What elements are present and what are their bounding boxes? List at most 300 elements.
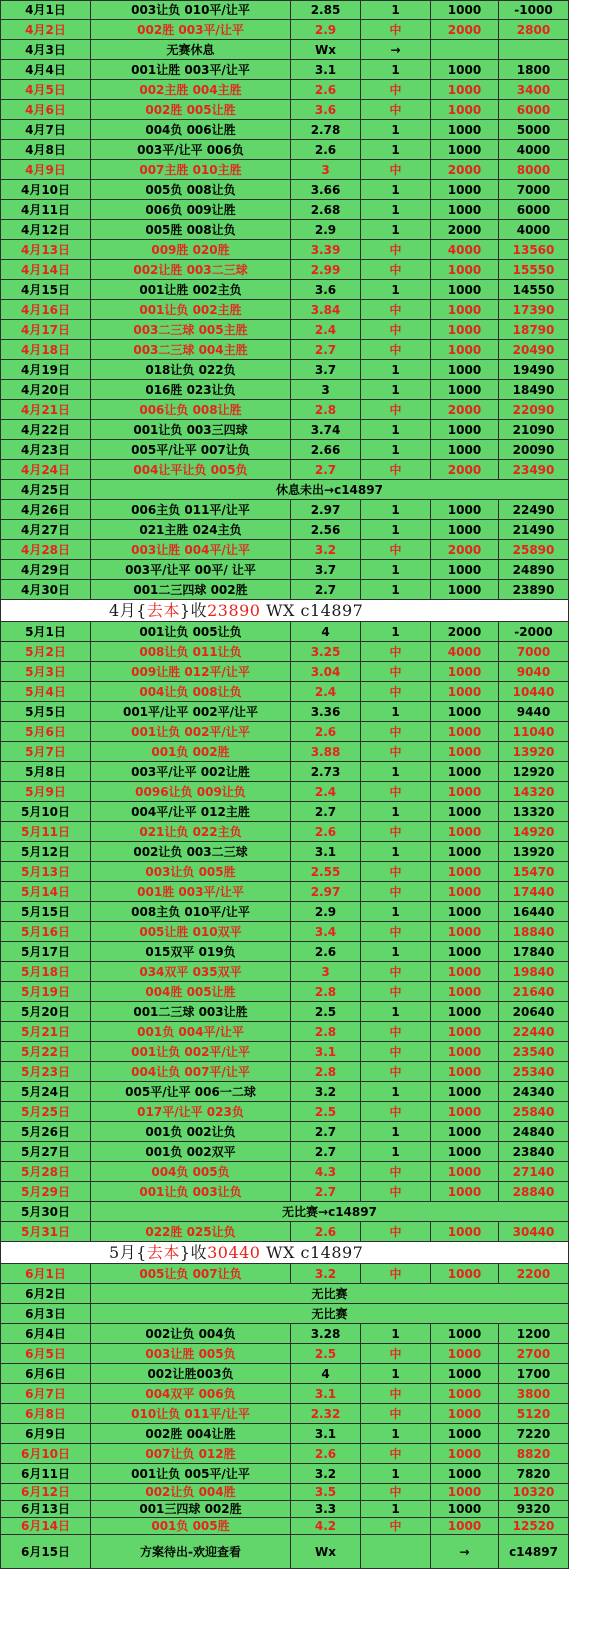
date-cell: 5月3日 [1, 662, 91, 682]
table-row [1, 642, 569, 662]
table-row [1, 480, 569, 500]
summary-income: }收 [179, 600, 208, 620]
pick-cell: 022胜 025让负 [91, 1222, 291, 1242]
table-row [1, 160, 569, 180]
result-cell: 中 [361, 1042, 431, 1062]
balance-cell: 20640 [499, 1002, 569, 1022]
table-row [1, 1082, 569, 1102]
pick-cell: 001负 002双平 [91, 1142, 291, 1162]
pick-cell: 003让负 010平/让平 [91, 1, 291, 20]
balance-cell: 24890 [499, 560, 569, 580]
pick-cell: 002胜 005让胜 [91, 100, 291, 120]
balance-cell: 23890 [499, 580, 569, 600]
date-cell: 4月4日 [1, 60, 91, 80]
table-row [1, 60, 569, 80]
date-cell: 6月15日 [1, 1535, 91, 1569]
table-row [1, 580, 569, 600]
balance-cell: 2200 [499, 1264, 569, 1284]
table-row [1, 1464, 569, 1484]
balance-cell: 1800 [499, 60, 569, 80]
balance-cell: 28840 [499, 1182, 569, 1202]
table-row [1, 1484, 569, 1501]
date-cell: 5月26日 [1, 1122, 91, 1142]
result-cell: 1 [361, 520, 431, 540]
pick-cell: 002主胜 004主胜 [91, 80, 291, 100]
date-cell: 4月26日 [1, 500, 91, 520]
stake-cell [431, 40, 499, 60]
balance-cell: 21490 [499, 520, 569, 540]
odds-cell: 2.56 [291, 520, 361, 540]
table-row [1, 1284, 569, 1304]
date-cell: 4月20日 [1, 380, 91, 400]
date-cell: 5月19日 [1, 982, 91, 1002]
result-cell: 中 [361, 962, 431, 982]
result-cell: 1 [361, 1142, 431, 1162]
stake-cell: 1000 [431, 1518, 499, 1535]
balance-cell: 7820 [499, 1464, 569, 1484]
table-row [1, 1535, 569, 1569]
table-row [1, 822, 569, 842]
table-row [1, 20, 569, 40]
date-cell: 6月5日 [1, 1344, 91, 1364]
odds-cell: 2.5 [291, 1002, 361, 1022]
result-cell: 1 [361, 802, 431, 822]
balance-cell: 25890 [499, 540, 569, 560]
date-cell: 4月5日 [1, 80, 91, 100]
table-row [1, 440, 569, 460]
table-row [1, 320, 569, 340]
summary-label: 去本 [146, 1242, 180, 1262]
result-cell: 中 [361, 340, 431, 360]
stake-cell: 1000 [431, 862, 499, 882]
date-cell: 4月8日 [1, 140, 91, 160]
stake-cell: 1000 [431, 1424, 499, 1444]
table-row [1, 40, 569, 60]
stake-cell: 1000 [431, 1002, 499, 1022]
balance-cell: 5120 [499, 1404, 569, 1424]
date-cell: 5月22日 [1, 1042, 91, 1062]
odds-cell: Wx [291, 1535, 361, 1569]
table-row [1, 1142, 569, 1162]
pick-cell: 001二三球 003让胜 [91, 1002, 291, 1022]
pick-cell: 001负 005胜 [91, 1518, 291, 1535]
odds-cell: Wx [291, 40, 361, 60]
stake-cell: 1000 [431, 1042, 499, 1062]
date-cell: 5月5日 [1, 702, 91, 722]
balance-cell: 21090 [499, 420, 569, 440]
table-row [1, 762, 569, 782]
stake-cell: 1000 [431, 1344, 499, 1364]
balance-cell: 13560 [499, 240, 569, 260]
balance-cell: 10320 [499, 1484, 569, 1501]
balance-cell: 2700 [499, 1344, 569, 1364]
odds-cell: 3.04 [291, 662, 361, 682]
table-row [1, 942, 569, 962]
summary-amount: 30440 [207, 1242, 261, 1262]
result-cell: 中 [361, 80, 431, 100]
date-cell: 4月24日 [1, 460, 91, 480]
pick-cell: 004负 005负 [91, 1162, 291, 1182]
date-cell: 6月7日 [1, 1384, 91, 1404]
balance-cell: 17840 [499, 942, 569, 962]
stake-cell: 1000 [431, 500, 499, 520]
pick-cell: 003二三球 004主胜 [91, 340, 291, 360]
result-cell: 中 [361, 100, 431, 120]
stake-cell: 1000 [431, 280, 499, 300]
balance-cell: 17440 [499, 882, 569, 902]
odds-cell: 2.9 [291, 20, 361, 40]
result-cell: 中 [361, 822, 431, 842]
table-row [1, 400, 569, 420]
date-cell: 6月11日 [1, 1464, 91, 1484]
pick-cell: 003让胜 004平/让平 [91, 540, 291, 560]
result-cell: 中 [361, 682, 431, 702]
table-row [1, 420, 569, 440]
result-cell: 1 [361, 200, 431, 220]
balance-cell: 13920 [499, 742, 569, 762]
date-cell: 5月18日 [1, 962, 91, 982]
stake-cell: 1000 [431, 440, 499, 460]
table-row [1, 1022, 569, 1042]
date-cell: 4月17日 [1, 320, 91, 340]
pick-cell: 002让负 003二三球 [91, 842, 291, 862]
balance-cell: 20090 [499, 440, 569, 460]
result-cell: 1 [361, 140, 431, 160]
result-cell: 中 [361, 1162, 431, 1182]
table-row [1, 540, 569, 560]
pick-cell: 003平/让平 002让胜 [91, 762, 291, 782]
stake-cell: 1000 [431, 1364, 499, 1384]
date-cell: 5月11日 [1, 822, 91, 842]
date-cell: 6月6日 [1, 1364, 91, 1384]
stake-cell: 1000 [431, 722, 499, 742]
date-cell: 5月4日 [1, 682, 91, 702]
odds-cell: 4 [291, 1364, 361, 1384]
balance-cell: 17390 [499, 300, 569, 320]
odds-cell: 3.1 [291, 1424, 361, 1444]
odds-cell: 3 [291, 160, 361, 180]
odds-cell: 3.2 [291, 1264, 361, 1284]
result-cell: 1 [361, 1364, 431, 1384]
pick-cell: 002胜 004让胜 [91, 1424, 291, 1444]
result-cell: 中 [361, 260, 431, 280]
pick-cell: 003平/让平 006负 [91, 140, 291, 160]
balance-cell: 15470 [499, 862, 569, 882]
pick-cell: 005平/让平 007让负 [91, 440, 291, 460]
table-row [1, 1364, 569, 1384]
table-row [1, 1, 569, 20]
result-cell: 1 [361, 220, 431, 240]
stake-cell: 1000 [431, 300, 499, 320]
balance-cell: 9320 [499, 1501, 569, 1518]
note-cell: 无比赛 [91, 1284, 569, 1304]
pick-cell: 008让负 011让负 [91, 642, 291, 662]
balance-cell: 18490 [499, 380, 569, 400]
table-row [1, 380, 569, 400]
result-cell: 1 [361, 1424, 431, 1444]
table-row [1, 1222, 569, 1242]
pick-cell: 009让胜 012平/让平 [91, 662, 291, 682]
stake-cell: 1000 [431, 1162, 499, 1182]
stake-cell: 1000 [431, 1142, 499, 1162]
table-row [1, 260, 569, 280]
balance-cell: -1000 [499, 1, 569, 20]
balance-cell: 7220 [499, 1424, 569, 1444]
date-cell: 6月8日 [1, 1404, 91, 1424]
result-cell: 1 [361, 1082, 431, 1102]
date-cell: 6月13日 [1, 1501, 91, 1518]
odds-cell: 2.7 [291, 1182, 361, 1202]
stake-cell: 1000 [431, 360, 499, 380]
date-cell: 4月13日 [1, 240, 91, 260]
pick-cell: 001让负 005平/让平 [91, 1464, 291, 1484]
table-row [1, 180, 569, 200]
table-row [1, 1304, 569, 1324]
result-cell [361, 1535, 431, 1569]
table-row [1, 360, 569, 380]
pick-cell: 010让负 011平/让平 [91, 1404, 291, 1424]
result-cell: 1 [361, 1324, 431, 1344]
pick-cell: 002胜 003平/让平 [91, 20, 291, 40]
table-row [1, 1444, 569, 1464]
pick-cell: 006让负 008让胜 [91, 400, 291, 420]
odds-cell: 2.68 [291, 200, 361, 220]
table-row [1, 1122, 569, 1142]
note-cell: 无比赛 [91, 1304, 569, 1324]
result-cell: 1 [361, 842, 431, 862]
balance-cell: 6000 [499, 200, 569, 220]
odds-cell: 2.8 [291, 1022, 361, 1042]
date-cell: 4月7日 [1, 120, 91, 140]
pick-cell: 021让负 022主负 [91, 822, 291, 842]
table-row [1, 842, 569, 862]
odds-cell: 2.73 [291, 762, 361, 782]
stake-cell: 2000 [431, 220, 499, 240]
stake-cell: 1000 [431, 762, 499, 782]
pick-cell: 005负 008让负 [91, 180, 291, 200]
pick-cell: 003平/让平 00平/ 让平 [91, 560, 291, 580]
odds-cell: 2.85 [291, 1, 361, 20]
pick-cell: 004让负 008让负 [91, 682, 291, 702]
pick-cell: 003让胜 005负 [91, 1344, 291, 1364]
table-row [1, 220, 569, 240]
summary-amount: 23890 [207, 600, 261, 620]
result-cell: 中 [361, 1182, 431, 1202]
result-cell: 1 [361, 762, 431, 782]
pick-cell: 005让负 007让负 [91, 1264, 291, 1284]
balance-cell: 7000 [499, 642, 569, 662]
balance-cell: 3800 [499, 1384, 569, 1404]
date-cell: 5月17日 [1, 942, 91, 962]
date-cell: 5月21日 [1, 1022, 91, 1042]
pick-cell: 005让胜 010双平 [91, 922, 291, 942]
stake-cell: 1000 [431, 320, 499, 340]
balance-cell: 8000 [499, 160, 569, 180]
stake-cell: 1000 [431, 942, 499, 962]
date-cell: 6月4日 [1, 1324, 91, 1344]
date-cell: 5月29日 [1, 1182, 91, 1202]
result-cell: 中 [361, 320, 431, 340]
table-row [1, 982, 569, 1002]
pick-cell: 004负 006让胜 [91, 120, 291, 140]
odds-cell: 3.1 [291, 60, 361, 80]
table-row [1, 682, 569, 702]
result-cell: 中 [361, 782, 431, 802]
month-summary-row [1, 1242, 569, 1264]
balance-cell: 6000 [499, 100, 569, 120]
result-cell: 中 [361, 1384, 431, 1404]
result-cell: 中 [361, 1222, 431, 1242]
result-cell: 中 [361, 240, 431, 260]
table-row [1, 1102, 569, 1122]
balance-cell: 23840 [499, 1142, 569, 1162]
date-cell: 4月25日 [1, 480, 91, 500]
balance-cell: 16440 [499, 902, 569, 922]
stake-cell: 2000 [431, 622, 499, 642]
stake-cell: 1000 [431, 1464, 499, 1484]
balance-cell: 10440 [499, 682, 569, 702]
table-row [1, 1042, 569, 1062]
balance-cell: 12920 [499, 762, 569, 782]
table-row [1, 340, 569, 360]
result-cell: 1 [361, 902, 431, 922]
balance-cell: 13320 [499, 802, 569, 822]
stake-cell: 1000 [431, 60, 499, 80]
table-row [1, 120, 569, 140]
date-cell: 4月12日 [1, 220, 91, 240]
date-cell: 4月28日 [1, 540, 91, 560]
pick-cell: 001负 004平/让平 [91, 1022, 291, 1042]
result-cell: 中 [361, 540, 431, 560]
odds-cell: 2.4 [291, 320, 361, 340]
balance-cell: 24840 [499, 1122, 569, 1142]
date-cell: 4月6日 [1, 100, 91, 120]
stake-cell: 1000 [431, 702, 499, 722]
date-cell: 6月12日 [1, 1484, 91, 1501]
table-row [1, 1002, 569, 1022]
stake-cell: 1000 [431, 1264, 499, 1284]
balance-cell: 23540 [499, 1042, 569, 1062]
odds-cell: 3 [291, 380, 361, 400]
balance-cell: 19840 [499, 962, 569, 982]
result-cell: 1 [361, 380, 431, 400]
stake-cell: 1000 [431, 580, 499, 600]
table-row [1, 882, 569, 902]
date-cell: 5月23日 [1, 1062, 91, 1082]
date-cell: 4月18日 [1, 340, 91, 360]
result-cell: 1 [361, 280, 431, 300]
result-cell: 中 [361, 1484, 431, 1501]
date-cell: 6月9日 [1, 1424, 91, 1444]
odds-cell: 2.8 [291, 400, 361, 420]
balance-cell: 22090 [499, 400, 569, 420]
odds-cell: 2.6 [291, 1444, 361, 1464]
date-cell: 4月1日 [1, 1, 91, 20]
balance-cell: 2800 [499, 20, 569, 40]
pick-cell: 004胜 005让胜 [91, 982, 291, 1002]
odds-cell: 3.84 [291, 300, 361, 320]
stake-cell: 1000 [431, 100, 499, 120]
odds-cell: 2.7 [291, 460, 361, 480]
pick-cell: 004让负 007平/让平 [91, 1062, 291, 1082]
odds-cell: 3.74 [291, 420, 361, 440]
stake-cell: 1000 [431, 1082, 499, 1102]
date-cell: 5月28日 [1, 1162, 91, 1182]
date-cell: 5月16日 [1, 922, 91, 942]
stake-cell: 1000 [431, 1324, 499, 1344]
stake-cell: 1000 [431, 782, 499, 802]
odds-cell: 2.97 [291, 500, 361, 520]
stake-cell: 1000 [431, 1484, 499, 1501]
table-row [1, 1518, 569, 1535]
pick-cell: 002让胜003负 [91, 1364, 291, 1384]
stake-cell: 1000 [431, 962, 499, 982]
stake-cell: 1000 [431, 120, 499, 140]
result-cell: 中 [361, 882, 431, 902]
pick-cell: 008主负 010平/让平 [91, 902, 291, 922]
date-cell: 4月29日 [1, 560, 91, 580]
date-cell: 5月12日 [1, 842, 91, 862]
balance-cell: 9440 [499, 702, 569, 722]
table-row [1, 662, 569, 682]
balance-cell: -2000 [499, 622, 569, 642]
result-cell: 中 [361, 642, 431, 662]
stake-cell: 1000 [431, 982, 499, 1002]
pick-cell: 001让负 003三四球 [91, 420, 291, 440]
stake-cell: 1000 [431, 822, 499, 842]
summary-month: 5月{ [109, 1242, 147, 1262]
result-cell: 1 [361, 1122, 431, 1142]
balance-cell: 25340 [499, 1062, 569, 1082]
table-row [1, 240, 569, 260]
odds-cell: 3.2 [291, 1464, 361, 1484]
date-cell: 5月10日 [1, 802, 91, 822]
table-row [1, 200, 569, 220]
pick-cell: 001让负 003让负 [91, 1182, 291, 1202]
balance-cell: 27140 [499, 1162, 569, 1182]
stake-cell: 1000 [431, 802, 499, 822]
result-cell: 中 [361, 1062, 431, 1082]
table-row [1, 1324, 569, 1344]
odds-cell: 3.36 [291, 702, 361, 722]
date-cell: 5月1日 [1, 622, 91, 642]
balance-cell: 20490 [499, 340, 569, 360]
table-row [1, 1384, 569, 1404]
odds-cell: 2.6 [291, 1222, 361, 1242]
balance-cell: 8820 [499, 1444, 569, 1464]
stake-cell: 1000 [431, 1, 499, 20]
table-row [1, 1424, 569, 1444]
odds-cell: 2.4 [291, 682, 361, 702]
odds-cell: 3.7 [291, 560, 361, 580]
result-cell: 1 [361, 1464, 431, 1484]
stake-cell: → [431, 1535, 499, 1569]
odds-cell: 2.6 [291, 822, 361, 842]
stake-cell: 1000 [431, 520, 499, 540]
balance-cell: 24340 [499, 1082, 569, 1102]
odds-cell: 3.25 [291, 642, 361, 662]
odds-cell: 3.28 [291, 1324, 361, 1344]
date-cell: 4月14日 [1, 260, 91, 280]
odds-cell: 2.7 [291, 580, 361, 600]
balance-cell: 22440 [499, 1022, 569, 1042]
balance-cell: 14920 [499, 822, 569, 842]
table-row [1, 1344, 569, 1364]
balance-cell: 22490 [499, 500, 569, 520]
odds-cell: 3.2 [291, 1082, 361, 1102]
balance-cell: 25840 [499, 1102, 569, 1122]
balance-cell: 23490 [499, 460, 569, 480]
